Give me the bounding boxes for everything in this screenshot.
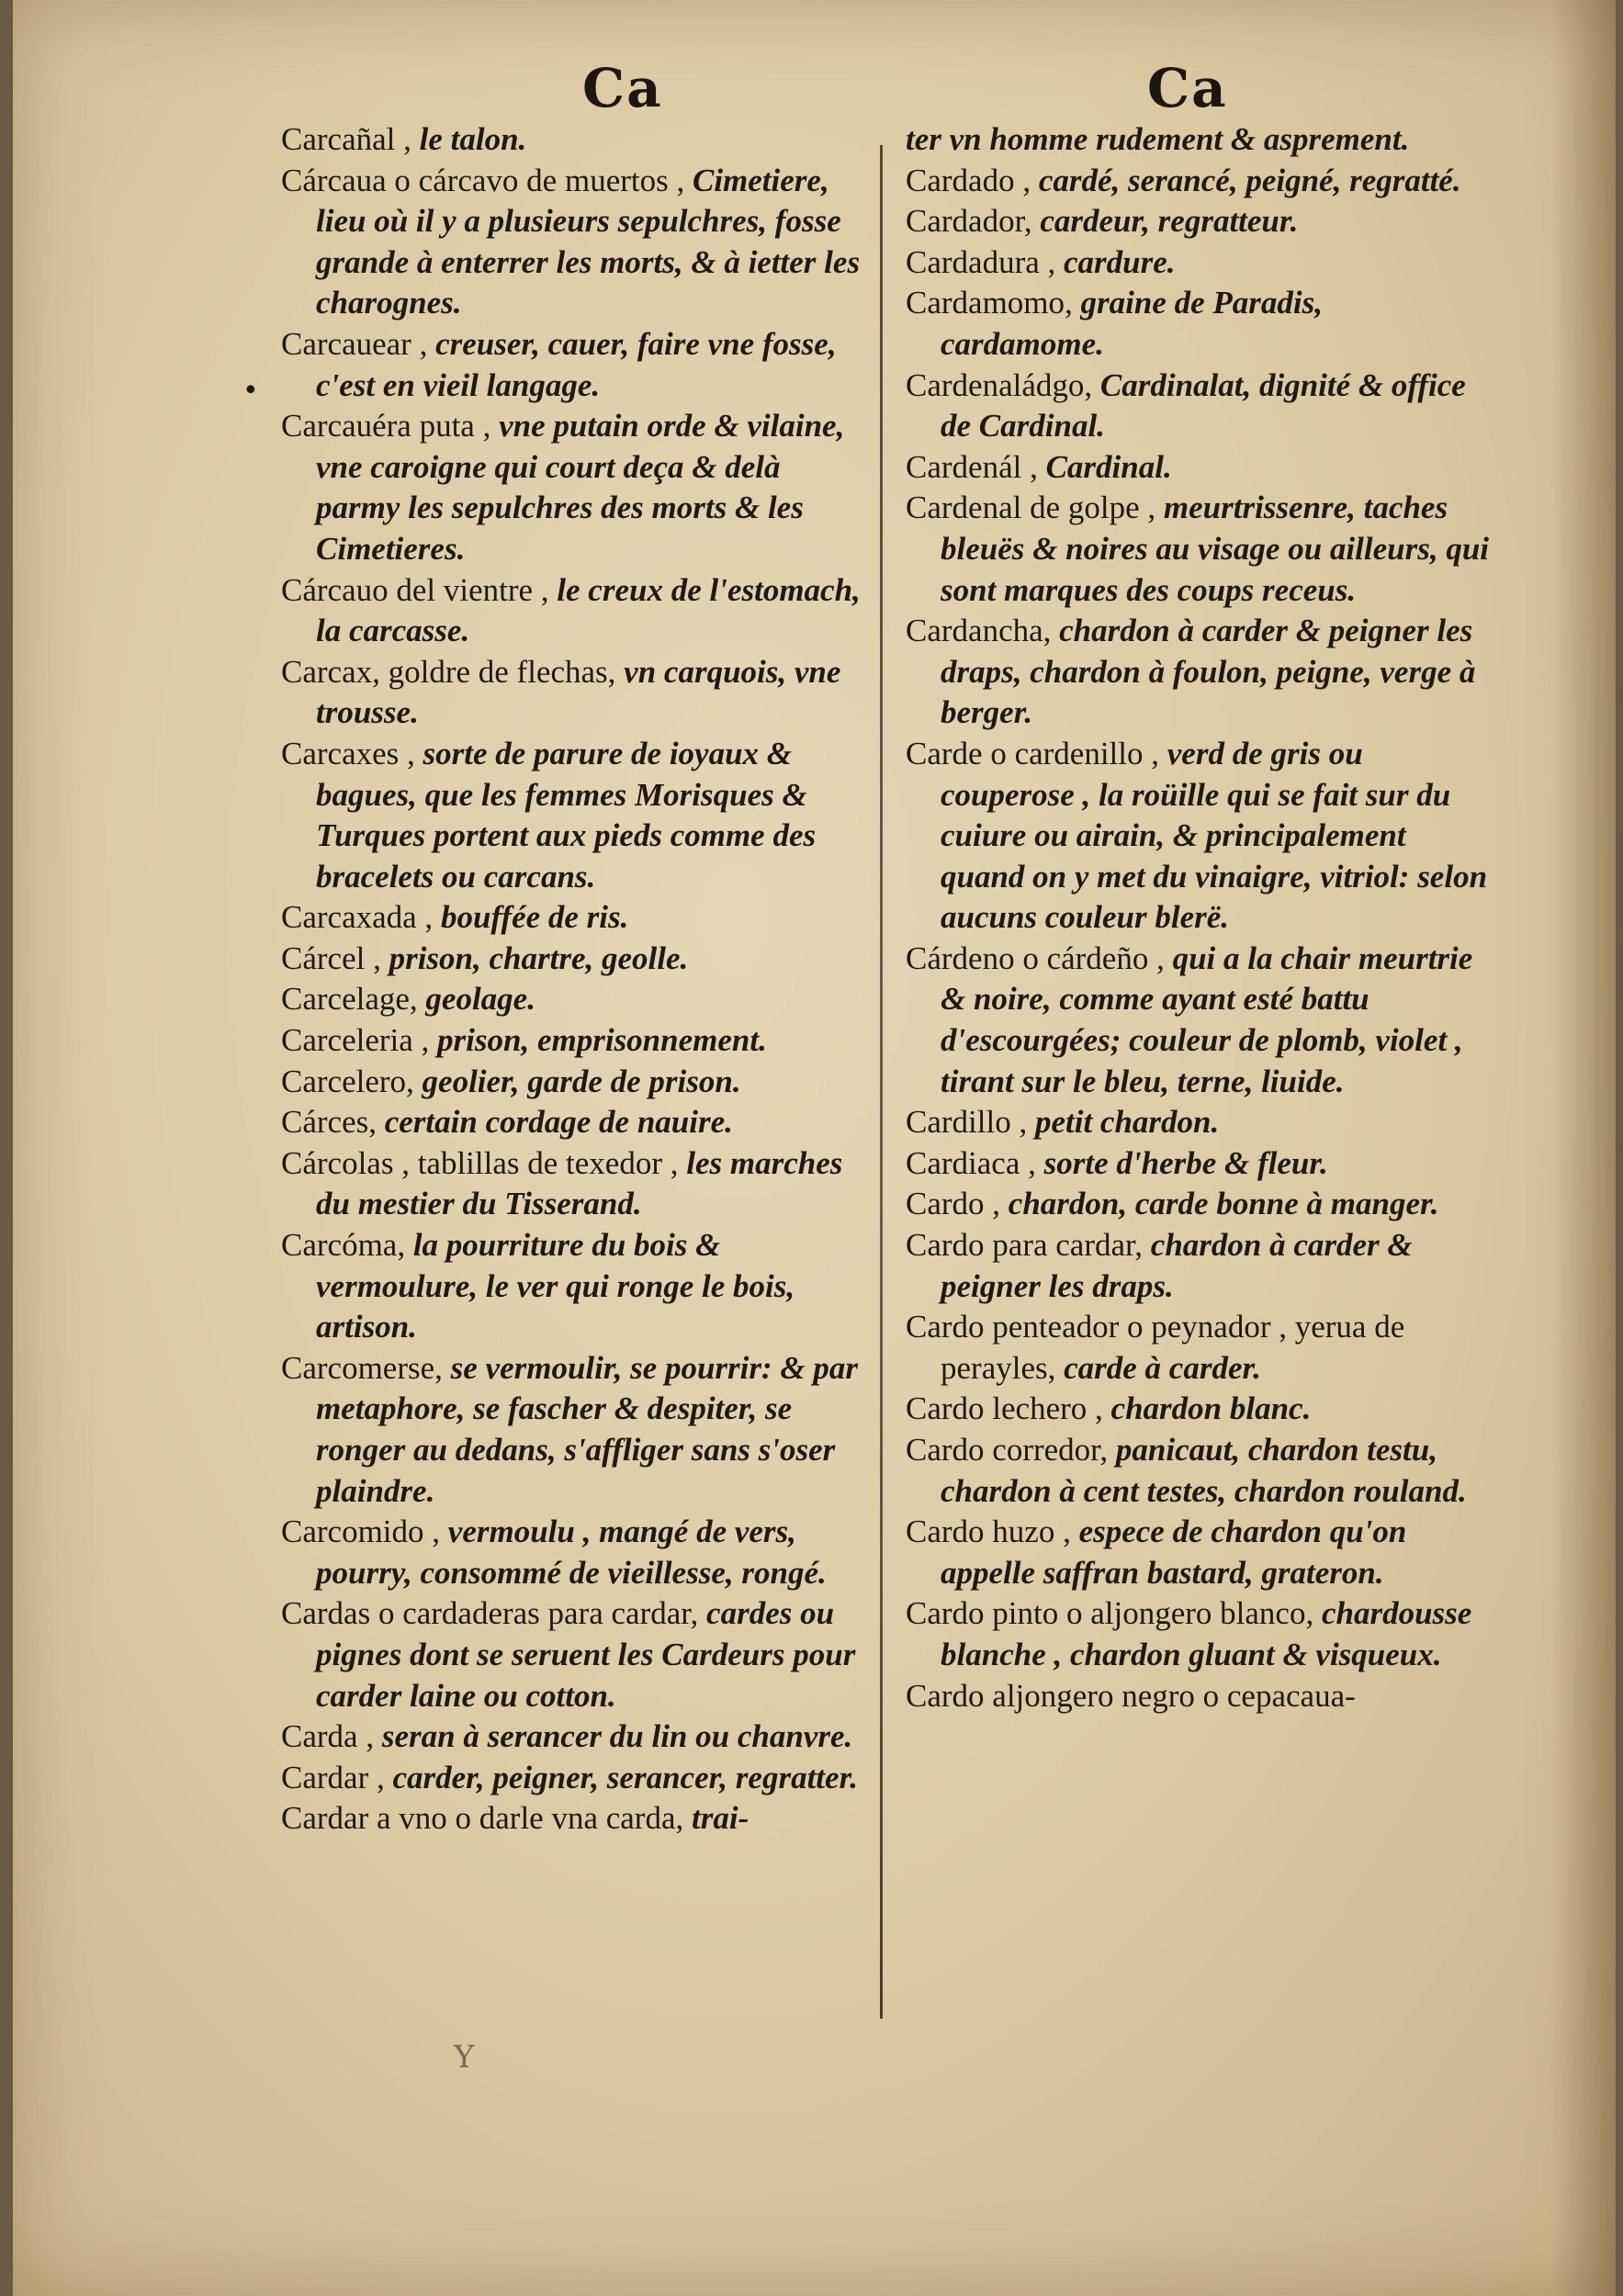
entry-gloss: le creux de l'estomach, la carcasse. xyxy=(316,571,861,649)
dictionary-entry xyxy=(906,161,1493,202)
entry-gloss: seran à serancer du lin ou chanvre. xyxy=(381,1718,853,1755)
entry-headword: Cardo para cardar, xyxy=(906,1227,1144,1264)
entry-gloss: vn carquois, vne trousse. xyxy=(316,653,841,731)
entry-gloss: se vermoulir, se pourrir: & par metaphore, se fascher & despiter, se ronger au dedans, s'affliger sans s'oser plaindre. xyxy=(316,1349,859,1509)
entry-headword: Cárcauo del vientre , xyxy=(281,571,549,608)
dictionary-entry xyxy=(281,1512,869,1593)
right-column xyxy=(906,119,1493,1716)
dictionary-entry xyxy=(906,1225,1493,1307)
entry-headword: Cardillo , xyxy=(906,1104,1028,1141)
dictionary-entry xyxy=(281,161,869,324)
entry-gloss: chardon à carder & peigner les draps, chardon à foulon, peigne, verge à berger. xyxy=(941,613,1476,731)
entry-gloss: certain cordage de nauire. xyxy=(384,1104,733,1141)
entry-gloss: chardousse blanche , chardon gluant & visqueux. xyxy=(941,1595,1472,1672)
entry-gloss: geolage. xyxy=(425,981,535,1018)
dictionary-entry xyxy=(906,283,1493,365)
entry-gloss: meurtrissenre, taches bleuës & noires au visage ou ailleurs, qui sont marques des coups receus. xyxy=(941,490,1490,608)
dictionary-entry xyxy=(906,1389,1493,1430)
entry-headword: Cardar a vno o darle vna carda, xyxy=(281,1800,684,1837)
entry-gloss: qui a la chair meurtrie & noire, comme ayant esté battu d'escourgées; couleur de plomb, violet , tirant sur le bleu, terne, liuide. xyxy=(941,940,1473,1099)
dictionary-entry xyxy=(906,1307,1493,1389)
dictionary-entry xyxy=(281,1062,869,1103)
entry-headword: Carcelero, xyxy=(281,1063,414,1099)
entry-headword: Cárces, xyxy=(281,1104,377,1141)
entry-headword: Cardado , xyxy=(906,162,1031,198)
left-column xyxy=(281,119,869,1840)
entry-gloss: chardon blanc. xyxy=(1110,1390,1312,1427)
entry-headword: Cárdeno o cárdeño , xyxy=(906,940,1165,976)
entry-headword: Carcaxada , xyxy=(281,899,434,936)
entry-gloss: petit chardon. xyxy=(1034,1104,1220,1141)
entry-gloss: sorte de parure de ioyaux & bagues, que les femmes Morisques & Turques portent aux pieds comme des bracelets ou carcans. xyxy=(316,735,817,895)
entry-headword: Cardenál , xyxy=(906,448,1038,485)
dictionary-entry xyxy=(906,1143,1493,1185)
dictionary-page xyxy=(13,0,1616,2296)
entry-gloss: espece de chardon qu'on appelle saffran bastard, grateron. xyxy=(941,1514,1407,1591)
dictionary-entry xyxy=(906,242,1493,284)
dictionary-entry xyxy=(281,652,869,734)
entry-gloss: ter vn homme rudement & asprement. xyxy=(906,121,1410,157)
entry-headword: Carcax, goldre de flechas, xyxy=(281,653,616,690)
entry-gloss: carder, peigner, serancer, regratter. xyxy=(392,1759,859,1795)
dictionary-entry xyxy=(906,366,1493,447)
dictionary-entry xyxy=(281,939,869,980)
entry-headword: Cardo , xyxy=(906,1186,1001,1222)
entry-gloss: Cimetiere, lieu où il y a plusieurs sepulchres, fosse grande à enterrer les morts, & à ietter les charognes. xyxy=(316,162,861,321)
running-head-left: Ca xyxy=(582,57,663,119)
dictionary-entry xyxy=(906,939,1493,1102)
entry-headword: Carcomerse, xyxy=(281,1349,443,1386)
entry-headword: Carda , xyxy=(281,1718,375,1755)
entry-headword: Cardancha, xyxy=(906,613,1052,649)
dictionary-entry xyxy=(281,1143,869,1225)
entry-gloss: Cardinalat, dignité & office de Cardinal. xyxy=(941,366,1466,445)
dictionary-entry xyxy=(906,611,1493,734)
entry-gloss: geolier, garde de prison. xyxy=(422,1063,741,1099)
dictionary-entry xyxy=(906,1593,1493,1675)
dictionary-entry xyxy=(906,1430,1493,1512)
dictionary-entry xyxy=(281,324,869,406)
entry-headword: Cardamomo, xyxy=(906,285,1073,321)
entry-headword: Cardadura , xyxy=(906,243,1056,280)
entry-gloss: cardure. xyxy=(1064,243,1176,280)
dictionary-entry xyxy=(906,1102,1493,1143)
entry-gloss: verd de gris ou couperose , la roüille qui se fait sur du cuiure ou airain, & principalement quand on y met du vinaigre, vitriol: selon aucuns couleur blerë. xyxy=(941,735,1488,936)
dictionary-entry xyxy=(906,119,1493,161)
dictionary-entry xyxy=(906,447,1493,489)
entry-headword: Carcauéra puta , xyxy=(281,408,491,445)
dictionary-entry xyxy=(281,570,869,652)
dictionary-entry xyxy=(906,1512,1493,1593)
dictionary-entry xyxy=(281,1020,869,1062)
column-divider xyxy=(880,145,883,2019)
margin-dot: • xyxy=(242,375,259,407)
entry-gloss: cardé, serancé, peigné, regratté. xyxy=(1038,162,1461,198)
entry-headword: Cardas o cardaderas para cardar, xyxy=(281,1595,699,1632)
entry-headword: Cardador, xyxy=(906,203,1032,240)
entry-headword: Cardo lechero , xyxy=(906,1390,1103,1427)
entry-headword: Carcaxes , xyxy=(281,735,415,771)
entry-headword: Cardo huzo , xyxy=(906,1514,1071,1550)
entry-gloss: vermoulu , mangé de vers, pourry, consommé de vieillesse, rongé. xyxy=(316,1514,827,1591)
entry-headword: Cárcaua o cárcavo de muertos , xyxy=(281,162,685,198)
running-head-right: Ca xyxy=(1147,57,1228,119)
dictionary-entry xyxy=(281,1593,869,1716)
dictionary-entry xyxy=(281,1716,869,1758)
dictionary-entry xyxy=(281,897,869,939)
entry-headword: Cardo pinto o aljongero blanco, xyxy=(906,1595,1314,1632)
entry-gloss: sorte d'herbe & fleur. xyxy=(1043,1144,1328,1181)
dictionary-entry xyxy=(281,406,869,569)
dictionary-entry xyxy=(281,119,869,161)
entry-gloss: prison, emprisonnement. xyxy=(437,1022,767,1059)
entry-headword: Cárcel , xyxy=(281,940,381,976)
signature-mark: Y xyxy=(454,2039,475,2076)
entry-headword: Carcóma, xyxy=(281,1227,406,1264)
dictionary-entry xyxy=(281,1225,869,1348)
entry-gloss: panicaut, chardon testu, chardon à cent testes, chardon rouland. xyxy=(941,1432,1467,1509)
entry-headword: Cardar , xyxy=(281,1759,385,1795)
dictionary-entry xyxy=(281,1758,869,1799)
dictionary-entry xyxy=(906,1676,1493,1717)
entry-gloss: la pourriture du bois & vermoulure, le ver qui ronge le bois, artison. xyxy=(316,1227,795,1345)
entry-headword: Cardo corredor, xyxy=(906,1432,1109,1468)
dictionary-entry xyxy=(906,201,1493,242)
entry-gloss: Cardinal. xyxy=(1045,448,1172,485)
entry-headword: Cardo penteador o peynador , yerua de perayles, xyxy=(906,1309,1405,1386)
entry-gloss: graine de Paradis, cardamome. xyxy=(941,285,1324,362)
dictionary-entry xyxy=(281,734,869,897)
entry-gloss: vne putain orde & vilaine, vne caroigne qui court deça & delà parmy les sepulchres des morts & les Cimetieres. xyxy=(316,408,845,567)
entry-headword: Carcañal , xyxy=(281,121,411,157)
entry-gloss: trai- xyxy=(692,1800,750,1837)
dictionary-entry xyxy=(906,488,1493,611)
entry-gloss: cardes ou pignes dont se seruent les Cardeurs pour carder laine ou cotton. xyxy=(316,1595,856,1714)
dictionary-entry xyxy=(906,1184,1493,1225)
dictionary-entry xyxy=(281,979,869,1020)
entry-gloss: creuser, cauer, faire vne fosse, c'est en vieil langage. xyxy=(316,325,837,403)
dictionary-entry xyxy=(281,1348,869,1512)
entry-headword: Cardiaca , xyxy=(906,1144,1036,1181)
entry-gloss: le talon. xyxy=(419,121,527,157)
entry-headword: Carcauear , xyxy=(281,325,428,362)
entry-headword: Cárcolas , tablillas de texedor , xyxy=(281,1144,679,1181)
dictionary-entry xyxy=(906,734,1493,939)
entry-gloss: bouffée de ris. xyxy=(440,899,629,936)
dictionary-entry xyxy=(281,1798,869,1840)
dictionary-entry xyxy=(281,1102,869,1143)
entry-gloss: chardon à carder & peigner les draps. xyxy=(941,1227,1413,1304)
entry-headword: Cardo aljongero negro o cepacaua- xyxy=(906,1677,1356,1714)
entry-gloss: cardeur, regratteur. xyxy=(1040,203,1299,240)
entry-headword: Cardenal de golpe , xyxy=(906,490,1156,526)
entry-headword: Carcomido , xyxy=(281,1514,441,1550)
page-edge-shadow xyxy=(1551,0,1616,2296)
entry-gloss: les marches du mestier du Tisserand. xyxy=(316,1144,843,1222)
entry-gloss: prison, chartre, geolle. xyxy=(389,940,689,976)
entry-gloss: carde à carder. xyxy=(1064,1349,1261,1386)
entry-gloss: chardon, carde bonne à manger. xyxy=(1008,1186,1439,1222)
entry-headword: Carceleria , xyxy=(281,1022,430,1059)
entry-headword: Carde o cardenillo , xyxy=(906,735,1160,771)
entry-headword: Carcelage, xyxy=(281,981,418,1018)
entry-headword: Cardenaládgo, xyxy=(906,366,1093,403)
